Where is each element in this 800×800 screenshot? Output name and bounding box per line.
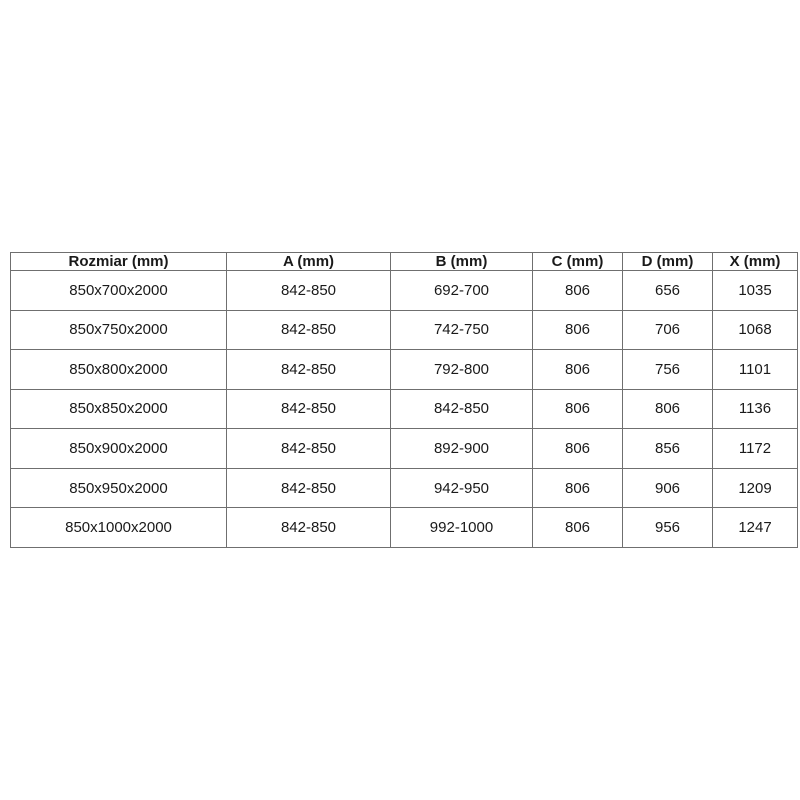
table-header bbox=[11, 253, 798, 271]
table-cell: 656 bbox=[623, 271, 713, 311]
table-cell: 842-850 bbox=[391, 389, 533, 429]
table-cell: 842-850 bbox=[227, 468, 391, 508]
table-row bbox=[11, 468, 798, 508]
col-header-a: A (mm) bbox=[227, 253, 391, 271]
table-cell: 1136 bbox=[713, 389, 798, 429]
table-cell: 842-850 bbox=[227, 310, 391, 350]
table-row bbox=[11, 508, 798, 548]
table-cell: 842-850 bbox=[227, 389, 391, 429]
table-cell: 756 bbox=[623, 350, 713, 390]
col-header-b: B (mm) bbox=[391, 253, 533, 271]
table-cell: 806 bbox=[533, 310, 623, 350]
table-cell: 1101 bbox=[713, 350, 798, 390]
table-cell: 806 bbox=[623, 389, 713, 429]
table-cell: 806 bbox=[533, 429, 623, 469]
col-header-c: C (mm) bbox=[533, 253, 623, 271]
table-cell: 856 bbox=[623, 429, 713, 469]
table-cell: 1035 bbox=[713, 271, 798, 311]
table-row bbox=[11, 389, 798, 429]
table-cell: 850x950x2000 bbox=[11, 468, 227, 508]
table-cell: 850x1000x2000 bbox=[11, 508, 227, 548]
header-row bbox=[11, 253, 798, 271]
table-cell: 806 bbox=[533, 389, 623, 429]
table-cell: 706 bbox=[623, 310, 713, 350]
table-cell: 806 bbox=[533, 468, 623, 508]
table-body bbox=[11, 271, 798, 548]
table-cell: 842-850 bbox=[227, 429, 391, 469]
table-cell: 842-850 bbox=[227, 350, 391, 390]
table-cell: 842-850 bbox=[227, 271, 391, 311]
table-cell: 850x750x2000 bbox=[11, 310, 227, 350]
table-cell: 892-900 bbox=[391, 429, 533, 469]
table-cell: 906 bbox=[623, 468, 713, 508]
table-cell: 1247 bbox=[713, 508, 798, 548]
table-cell: 842-850 bbox=[227, 508, 391, 548]
table-row bbox=[11, 350, 798, 390]
table-cell: 806 bbox=[533, 271, 623, 311]
table-cell: 1068 bbox=[713, 310, 798, 350]
table-cell: 806 bbox=[533, 508, 623, 548]
table-row bbox=[11, 271, 798, 311]
table-cell: 1172 bbox=[713, 429, 798, 469]
table-cell: 850x700x2000 bbox=[11, 271, 227, 311]
table-row bbox=[11, 310, 798, 350]
table-cell: 942-950 bbox=[391, 468, 533, 508]
col-header-x: X (mm) bbox=[713, 253, 798, 271]
col-header-rozmiar: Rozmiar (mm) bbox=[11, 253, 227, 271]
table-cell: 850x800x2000 bbox=[11, 350, 227, 390]
table-cell: 806 bbox=[533, 350, 623, 390]
table-cell: 792-800 bbox=[391, 350, 533, 390]
table-cell: 850x900x2000 bbox=[11, 429, 227, 469]
table-cell: 850x850x2000 bbox=[11, 389, 227, 429]
table-cell: 692-700 bbox=[391, 271, 533, 311]
table-row bbox=[11, 429, 798, 469]
table-cell: 956 bbox=[623, 508, 713, 548]
table-cell: 992-1000 bbox=[391, 508, 533, 548]
table-cell: 742-750 bbox=[391, 310, 533, 350]
col-header-d: D (mm) bbox=[623, 253, 713, 271]
size-spec-table bbox=[10, 252, 798, 548]
table-cell: 1209 bbox=[713, 468, 798, 508]
